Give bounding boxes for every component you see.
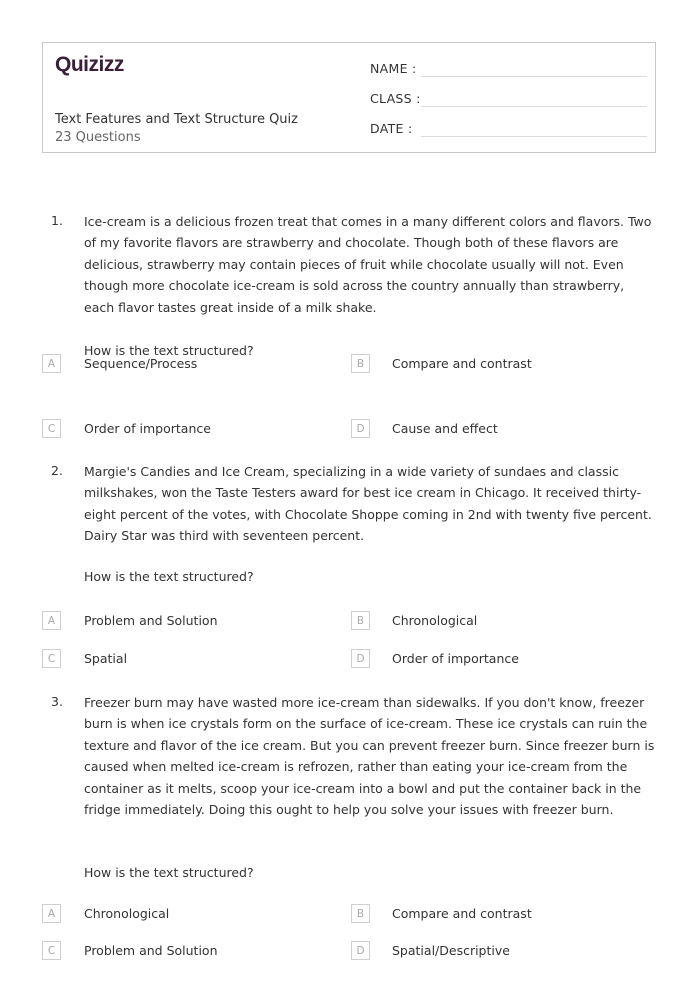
option-letter-d: D	[351, 419, 370, 438]
name-label: NAME :	[370, 61, 417, 76]
option-letter-a: A	[42, 904, 61, 923]
question-prompt: How is the text structured?	[84, 343, 254, 358]
option-d[interactable]: Order of importance	[392, 651, 519, 666]
option-letter-b: B	[351, 904, 370, 923]
question-prompt: How is the text structured?	[84, 865, 254, 880]
option-a[interactable]: Sequence/Process	[84, 356, 198, 371]
class-field	[370, 87, 646, 109]
option-letter-c: C	[42, 649, 61, 668]
date-label: DATE :	[370, 121, 413, 136]
worksheet-header	[42, 42, 656, 153]
option-d[interactable]: Cause and effect	[392, 421, 498, 436]
quiz-title: Text Features and Text Structure Quiz	[55, 112, 298, 127]
date-field	[370, 117, 646, 139]
option-d[interactable]: Spatial/Descriptive	[392, 943, 510, 958]
question-number: 2.	[51, 463, 63, 478]
question-count: 23 Questions	[55, 130, 141, 145]
name-line	[421, 76, 647, 77]
option-letter-c: C	[42, 419, 61, 438]
option-a[interactable]: Chronological	[84, 906, 170, 921]
option-c[interactable]: Spatial	[84, 651, 128, 666]
option-c[interactable]: Problem and Solution	[84, 943, 218, 958]
option-letter-a: A	[42, 354, 61, 373]
question-text: Margie's Candies and Ice Cream, specializing in a wide variety of sundaes and classic milkshakes, won the Taste Testers award for best ice cream in Chicago. It received thirty-eight percent of the votes, with Chocolate Shoppe coming in 2nd with twenty five percent. Dairy Star was third with seventeen percent.	[84, 464, 652, 544]
option-b[interactable]: Compare and contrast	[392, 356, 532, 371]
quizizz-logo: Quizizz	[55, 53, 124, 76]
option-letter-c: C	[42, 941, 61, 960]
question-number: 3.	[51, 694, 63, 709]
option-letter-b: B	[351, 354, 370, 373]
option-letter-b: B	[351, 611, 370, 630]
option-letter-d: D	[351, 941, 370, 960]
question-text: Freezer burn may have wasted more ice-cream than sidewalks. If you don't know, freezer burn is when ice crystals form on the surface of ice-cream. These ice crystals can ruin the texture and flavor of the ice cream. But you can prevent freezer burn. Since freezer burn is caused when melted ice-cream is refrozen, rather than eating your ice-cream from the container as it melts, scoop your ice-cream into a bowl and put the container back in the fridge immediately. Doing this ought to help you solve your issues with freezer burn.	[84, 695, 655, 818]
question-number: 1.	[51, 213, 63, 228]
option-c[interactable]: Order of importance	[84, 421, 211, 436]
option-letter-d: D	[351, 649, 370, 668]
question-prompt: How is the text structured?	[84, 569, 254, 584]
class-label: CLASS :	[370, 91, 421, 106]
class-line	[421, 106, 647, 107]
date-line	[421, 136, 647, 137]
question-text: Ice-cream is a delicious frozen treat that comes in a many different colors and flavors. Two of my favorite flavors are strawberry and chocolate. Though both of these flavors are delicious, strawberry may contain pieces of fruit while chocolate usually will not. Even though more chocolate ice-cream is sold across the country annually than strawberry, each flavor tastes great inside of a milk shake.	[84, 214, 652, 315]
option-b[interactable]: Chronological	[392, 613, 478, 628]
option-b[interactable]: Compare and contrast	[392, 906, 532, 921]
option-a[interactable]: Problem and Solution	[84, 613, 218, 628]
name-field	[370, 57, 646, 79]
option-letter-a: A	[42, 611, 61, 630]
